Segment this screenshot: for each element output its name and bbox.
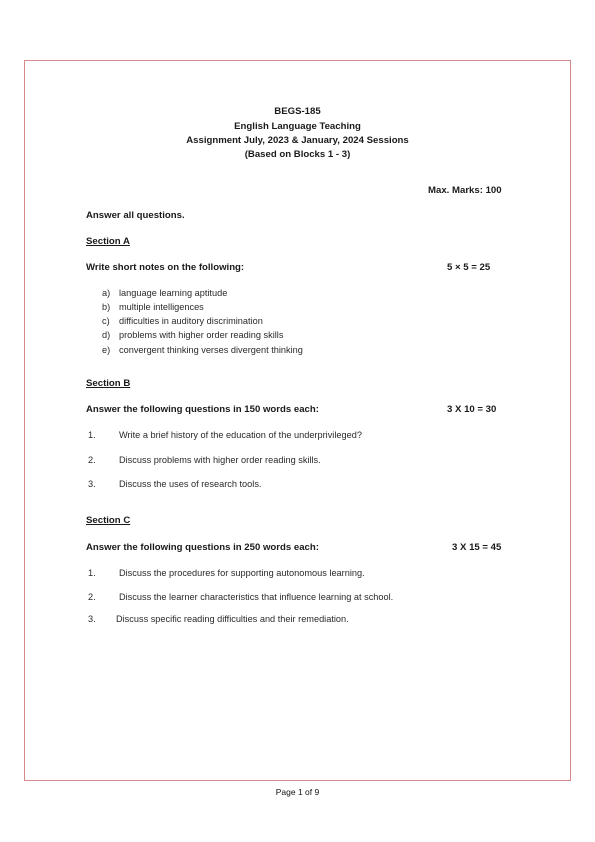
list-item-text: problems with higher order reading skills [119, 330, 284, 340]
list-item-label: a) [102, 288, 111, 298]
list-item-text: multiple intelligences [119, 302, 204, 312]
list-item-label: 1. [88, 430, 96, 440]
list-item-label: 1. [88, 568, 96, 578]
list-item-label: d) [102, 330, 111, 340]
page-number: Page 1 of 9 [275, 787, 320, 797]
list-item-label: e) [102, 345, 111, 355]
list-item-text: Discuss the procedures for supporting autonomous learning. [119, 568, 365, 578]
list-item-label: b) [102, 302, 111, 312]
section-b-title: Section B [86, 378, 131, 389]
list-item [88, 568, 365, 578]
section-c-prompt: Answer the following questions in 250 words each: [86, 542, 319, 553]
list-item [102, 302, 204, 312]
section-b-marks: 3 X 10 = 30 [447, 404, 497, 415]
section-a-title: Section A [86, 236, 130, 247]
list-item [88, 479, 262, 489]
list-item-label: 3. [88, 614, 96, 624]
list-item [102, 316, 263, 326]
list-item-text: Discuss the learner characteristics that influence learning at school. [119, 592, 394, 602]
list-item [88, 592, 394, 602]
list-item-label: 2. [88, 592, 96, 602]
section-a-prompt: Write short notes on the following: [86, 262, 245, 273]
page-border [24, 60, 571, 781]
list-item-text: difficulties in auditory discrimination [119, 316, 263, 326]
list-item [102, 345, 303, 355]
section-a-marks: 5 × 5 = 25 [447, 262, 491, 273]
list-item-label: c) [102, 316, 110, 326]
list-item-text: Discuss problems with higher order reading skills. [119, 455, 321, 465]
section-c-title: Section C [86, 515, 131, 526]
section-c-marks: 3 X 15 = 45 [452, 542, 502, 553]
max-marks: Max. Marks: 100 [428, 185, 502, 196]
blocks-note: (Based on Blocks 1 - 3) [244, 149, 351, 160]
list-item-text: Discuss the uses of research tools. [119, 479, 262, 489]
list-item [88, 455, 321, 465]
list-item [102, 288, 228, 298]
assignment-title: Assignment July, 2023 & January, 2024 Sessions [186, 135, 409, 146]
list-item-text: Write a brief history of the education of the underprivileged? [119, 430, 362, 440]
section-b-prompt: Answer the following questions in 150 words each: [86, 404, 319, 415]
course-title: English Language Teaching [234, 121, 361, 132]
list-item [102, 330, 284, 340]
instruction: Answer all questions. [86, 210, 185, 221]
list-item-label: 2. [88, 455, 96, 465]
list-item-text: Discuss specific reading difficulties and their remediation. [116, 614, 349, 624]
course-code: BEGS-185 [274, 106, 321, 117]
list-item-text: convergent thinking verses divergent thinking [119, 345, 303, 355]
list-item-text: language learning aptitude [119, 288, 228, 298]
list-item-label: 3. [88, 479, 96, 489]
list-item [88, 614, 349, 624]
list-item [88, 430, 362, 440]
